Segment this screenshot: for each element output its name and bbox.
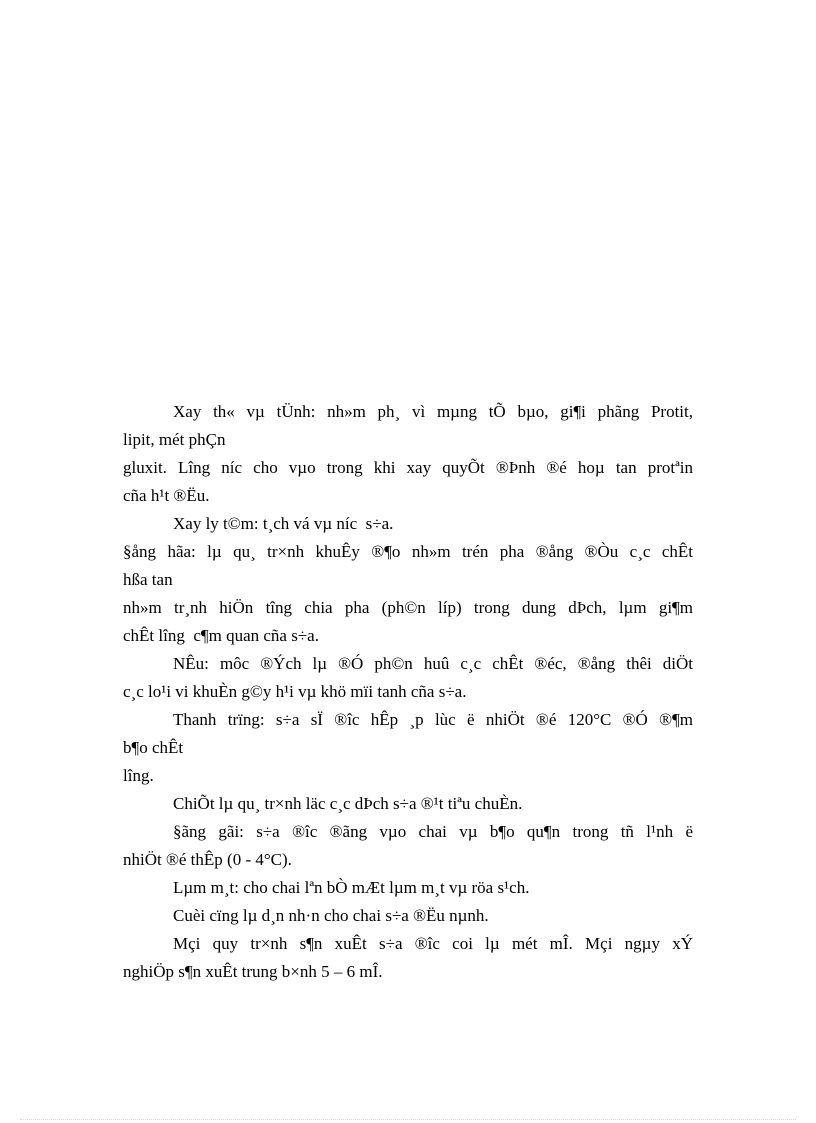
paragraph-line: ChiÕt lµ qu¸ tr×nh läc c¸c dÞch s÷a ®¹t tiªu chuÈn. xyxy=(173,794,523,813)
paragraph-line: §ång hãa: lµ qu¸ tr×nh khuÊy ®¶o nh»m trén pha ®ång ®Òu c¸c chÊt xyxy=(123,542,693,561)
paragraph-line: c¸c lo¹i vi khuÈn g©y h¹i vµ khö mïi tanh cña s÷a. xyxy=(123,682,467,701)
paragraph-line: §ãng gãi: s÷a ®îc ®ãng vµo chai vµ b¶o qu¶n trong tñ l¹nh ë xyxy=(173,822,693,841)
paragraph-line: gluxit. Lîng níc cho vµo trong khi xay quyÕt ®Þnh ®é hoµ tan protªin xyxy=(123,458,693,477)
paragraph-line: Xay th« vµ tÜnh: nh»m ph¸ vì mµng tÕ bµo, gi¶i phãng Protit, xyxy=(173,402,693,421)
paragraph-line: Thanh trïng: s÷a sÏ ®îc hÊp ¸p lùc ë nhiÖt ®é 120°C ®Ó ®¶m xyxy=(173,710,693,729)
body-text xyxy=(123,398,693,986)
page-bottom-divider xyxy=(20,1119,796,1120)
paragraph-line: nghiÖp s¶n xuÊt trung b×nh 5 – 6 mÎ. xyxy=(123,962,383,981)
paragraph-line: Mçi quy tr×nh s¶n xuÊt s÷a ®îc coi lµ mét mÎ. Mçi ngµy xÝ xyxy=(173,934,693,953)
paragraph-line: nh»m tr¸nh hiÖn tîng chia pha (ph©n líp) trong dung dÞch, lµm gi¶m xyxy=(123,598,693,617)
paragraph-line: nhiÖt ®é thÊp (0 - 4°C). xyxy=(123,850,292,869)
paragraph-line: Lµm m¸t: cho chai lªn bÒ mÆt lµm m¸t vµ röa s¹ch. xyxy=(173,878,530,897)
paragraph-line: NÊu: môc ®Ých lµ ®Ó ph©n huû c¸c chÊt ®éc, ®ång thêi diÖt xyxy=(173,654,693,673)
paragraph-line: chÊt lîng c¶m quan cña s÷a. xyxy=(123,626,319,645)
paragraph-line: Cuèi cïng lµ d¸n nh·n cho chai s÷a ®Ëu nµnh. xyxy=(173,906,489,925)
paragraph-line: lîng. xyxy=(123,766,154,785)
paragraph-line: cña h¹t ®Ëu. xyxy=(123,486,210,505)
paragraph-line: Xay ly t©m: t¸ch vá vµ níc s÷a. xyxy=(173,514,394,533)
paragraph-line: lipit, mét phÇn xyxy=(123,430,226,449)
paragraph-line: hßa tan xyxy=(123,570,173,589)
paragraph-line: b¶o chÊt xyxy=(123,738,184,757)
